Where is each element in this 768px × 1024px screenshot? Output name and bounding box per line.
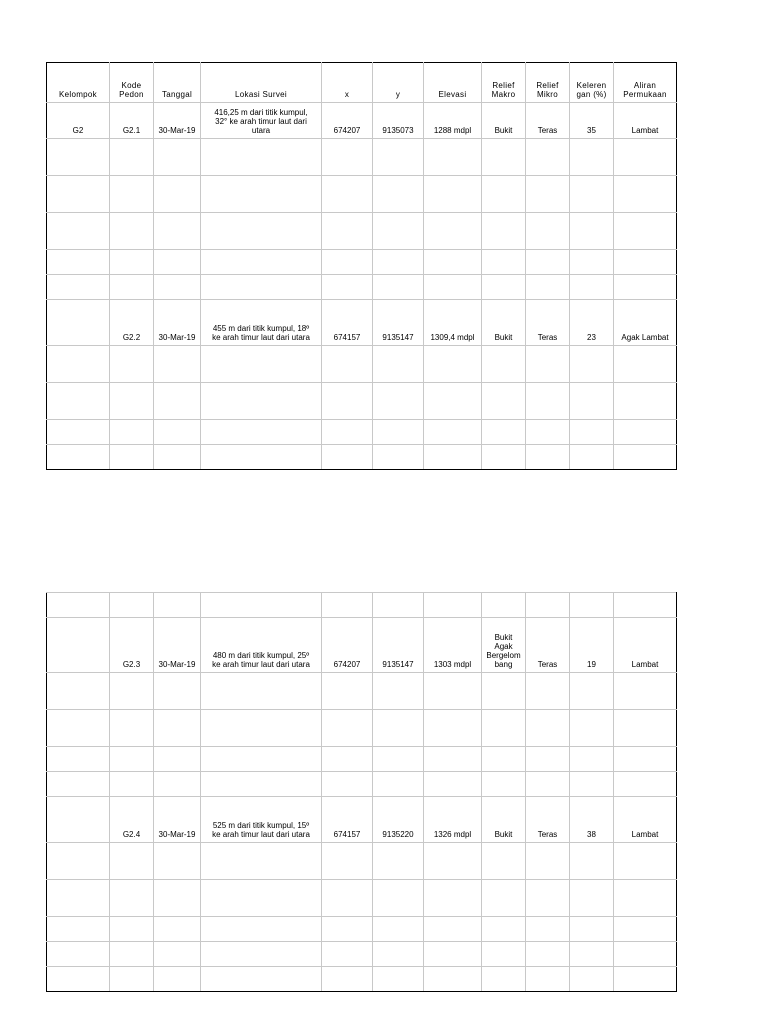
cell-kelompok (47, 300, 110, 346)
survey-table-page-top (46, 62, 677, 470)
empty-row (47, 593, 677, 618)
header-kode-pedon: Kode Pedon (110, 63, 154, 103)
table-row (47, 300, 677, 346)
cell-relief-mikro: Teras (526, 618, 570, 673)
cell-kelerengan: 19 (570, 618, 614, 673)
table-row (47, 797, 677, 843)
cell-kelompok (47, 618, 110, 673)
header-tanggal: Tanggal (154, 63, 201, 103)
empty-row (47, 673, 677, 710)
cell-relief-mikro: Teras (526, 797, 570, 843)
cell-lokasi-survei: 416,25 m dari titik kumpul, 32° ke arah timur laut dari utara (201, 103, 322, 139)
cell-x: 674157 (322, 797, 373, 843)
header-lokasi-survei: Lokasi Survei (201, 63, 322, 103)
cell-x: 674157 (322, 300, 373, 346)
cell-elevasi: 1303 mdpl (424, 618, 482, 673)
cell-tanggal: 30-Mar-19 (154, 103, 201, 139)
header-x: x (322, 63, 373, 103)
table-row (47, 103, 677, 139)
header-row (47, 63, 677, 103)
survey-table-page-bottom (46, 592, 677, 992)
cell-kode-pedon: G2.4 (110, 797, 154, 843)
header-kelompok: Kelompok (47, 63, 110, 103)
cell-aliran-permukaan: Lambat (614, 618, 677, 673)
cell-relief-mikro: Teras (526, 300, 570, 346)
empty-row (47, 967, 677, 992)
cell-kelerengan: 23 (570, 300, 614, 346)
cell-y: 9135147 (373, 618, 424, 673)
empty-row (47, 250, 677, 275)
header-kelerengan: Keleren gan (%) (570, 63, 614, 103)
empty-row (47, 346, 677, 383)
header-aliran-permukaan: Aliran Permukaan (614, 63, 677, 103)
cell-kelompok (47, 797, 110, 843)
cell-kode-pedon: G2.1 (110, 103, 154, 139)
table-row (47, 618, 677, 673)
cell-kelerengan: 38 (570, 797, 614, 843)
empty-row (47, 942, 677, 967)
cell-elevasi: 1288 mdpl (424, 103, 482, 139)
empty-row (47, 445, 677, 470)
cell-aliran-permukaan: Agak Lambat (614, 300, 677, 346)
cell-relief-makro: Bukit Agak Bergelom bang (482, 618, 526, 673)
empty-row (47, 420, 677, 445)
empty-row (47, 843, 677, 880)
header-elevasi: Elevasi (424, 63, 482, 103)
empty-row (47, 710, 677, 747)
cell-kode-pedon: G2.3 (110, 618, 154, 673)
cell-aliran-permukaan: Lambat (614, 797, 677, 843)
empty-row (47, 747, 677, 772)
cell-kelompok: G2 (47, 103, 110, 139)
cell-kelerengan: 35 (570, 103, 614, 139)
cell-kode-pedon: G2.2 (110, 300, 154, 346)
empty-row (47, 917, 677, 942)
header-relief-mikro: Relief Mikro (526, 63, 570, 103)
empty-row (47, 772, 677, 797)
cell-relief-mikro: Teras (526, 103, 570, 139)
cell-y: 9135147 (373, 300, 424, 346)
empty-row (47, 383, 677, 420)
empty-row (47, 275, 677, 300)
cell-y: 9135073 (373, 103, 424, 139)
cell-tanggal: 30-Mar-19 (154, 300, 201, 346)
cell-lokasi-survei: 455 m dari titik kumpul, 18º ke arah timur laut dari utara (201, 300, 322, 346)
cell-x: 674207 (322, 618, 373, 673)
cell-tanggal: 30-Mar-19 (154, 797, 201, 843)
empty-row (47, 213, 677, 250)
cell-lokasi-survei: 480 m dari titik kumpul, 25º ke arah timur laut dari utara (201, 618, 322, 673)
empty-row (47, 139, 677, 176)
header-y: y (373, 63, 424, 103)
cell-aliran-permukaan: Lambat (614, 103, 677, 139)
cell-lokasi-survei: 525 m dari titik kumpul, 15º ke arah timur laut dari utara (201, 797, 322, 843)
cell-relief-makro: Bukit (482, 797, 526, 843)
cell-elevasi: 1326 mdpl (424, 797, 482, 843)
cell-tanggal: 30-Mar-19 (154, 618, 201, 673)
cell-x: 674207 (322, 103, 373, 139)
empty-row (47, 880, 677, 917)
header-relief-makro: Relief Makro (482, 63, 526, 103)
cell-elevasi: 1309,4 mdpl (424, 300, 482, 346)
cell-y: 9135220 (373, 797, 424, 843)
empty-row (47, 176, 677, 213)
cell-relief-makro: Bukit (482, 103, 526, 139)
cell-relief-makro: Bukit (482, 300, 526, 346)
